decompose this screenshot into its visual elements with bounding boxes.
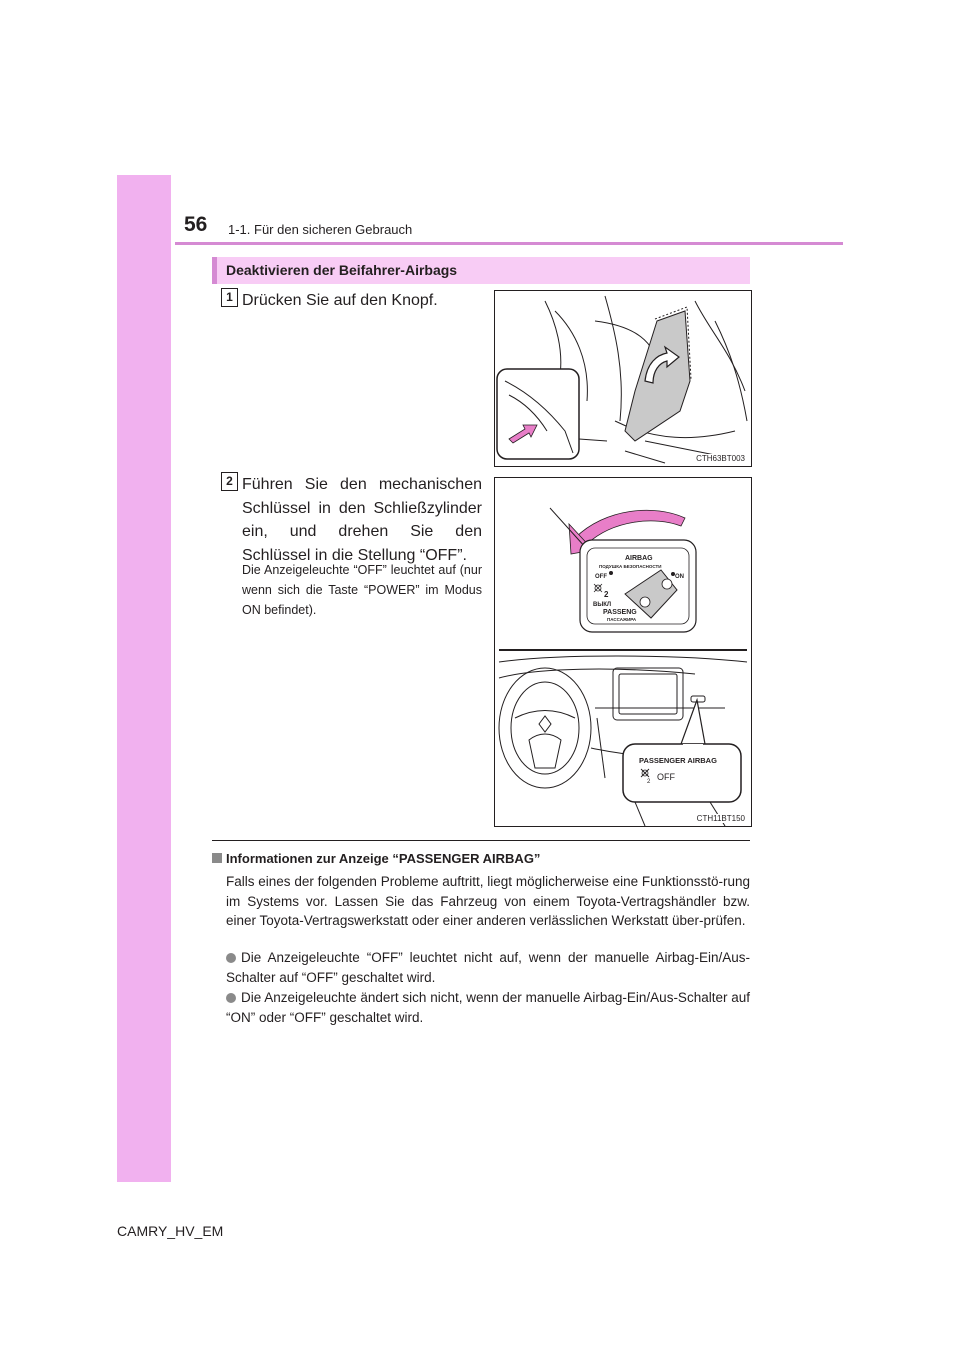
switch-label-ru-bottom: ПАССАЖИРА bbox=[607, 617, 637, 622]
switch-label-vykl: ВЫКЛ bbox=[593, 602, 612, 608]
info-body: Falls eines der folgenden Probleme auftritt, liegt möglicherweise eine Funktionsstö-rung im Systems vor. Lassen Sie das Fahrzeug von einem Toyota-Vertragshändler bzw. einer Toyota-Vertragswerkstatt oder einer anderen verlässlichen Werkstatt über-prüfen. bbox=[226, 874, 750, 928]
step-2-text: Führen Sie den mechanischen Schlüssel in den Schließzylinder ein, und drehen Sie den Schlüssel in die Stellung “OFF”. bbox=[242, 476, 482, 564]
turn-arrow-icon bbox=[575, 510, 685, 544]
figure-code: CTH63BT003 bbox=[696, 454, 745, 463]
section-heading-bar bbox=[212, 257, 750, 284]
info-heading-text: Informationen zur Anzeige “PASSENGER AIRBAG” bbox=[226, 851, 541, 866]
svg-text:2: 2 bbox=[647, 779, 651, 785]
seat-console-illustration bbox=[495, 291, 751, 466]
section-accent bbox=[212, 257, 217, 284]
indicator-callout bbox=[623, 744, 741, 802]
switch-label-ru-top: ПОДУШКА БЕЗОПАСНОСТИ bbox=[599, 564, 662, 569]
footer-model-code: CAMRY_HV_EM bbox=[117, 1223, 224, 1239]
switch-label-on: ON bbox=[675, 574, 684, 580]
figure-press-button bbox=[494, 290, 752, 467]
airbag-switch-illustration bbox=[495, 478, 751, 826]
indicator-label: PASSENGER AIRBAG bbox=[639, 756, 717, 765]
switch-label-number: 2 bbox=[604, 590, 609, 599]
page-number: 56 bbox=[184, 213, 208, 236]
circle-bullet-icon bbox=[226, 993, 236, 1003]
step-1-text: Drücken Sie auf den Knopf. bbox=[242, 292, 438, 309]
chapter-sidebar-tab bbox=[117, 175, 171, 1182]
list-item bbox=[226, 988, 750, 1027]
detail-callout bbox=[497, 369, 579, 459]
airbag-off-symbol-icon bbox=[594, 584, 602, 592]
square-bullet-icon bbox=[212, 853, 222, 863]
switch-label-off: OFF bbox=[595, 574, 607, 580]
step-2-note: Die Anzeigeleuchte “OFF” leuchtet auf (nur wenn sich die Taste “POWER” im Modus ON befindet). bbox=[242, 563, 482, 617]
switch-label-passenger: PASSENG bbox=[603, 609, 637, 616]
separator-rule bbox=[212, 840, 750, 841]
section-title: Deaktivieren der Beifahrer-Airbags bbox=[226, 262, 458, 278]
console-lid bbox=[625, 307, 691, 441]
step-1-badge: 1 bbox=[221, 288, 238, 307]
airbag-switch-plate bbox=[580, 540, 696, 632]
header-rule bbox=[175, 242, 843, 245]
switch-label-airbag: AIRBAG bbox=[625, 555, 653, 562]
list-item bbox=[226, 948, 750, 987]
list-item-text: Die Anzeigeleuchte ändert sich nicht, wenn der manuelle Airbag-Ein/Aus-Schalter auf “ON” oder “OFF” geschaltet wird. bbox=[226, 990, 750, 1025]
circle-bullet-icon bbox=[226, 953, 236, 963]
figure-code: CTH11BT150 bbox=[696, 814, 745, 823]
indicator-state: OFF bbox=[657, 772, 675, 782]
info-heading bbox=[212, 851, 540, 866]
step-2-badge: 2 bbox=[221, 472, 238, 491]
running-header: 1-1. Für den sicheren Gebrauch bbox=[228, 222, 413, 237]
list-item-text: Die Anzeigeleuchte “OFF” leuchtet nicht auf, wenn der manuelle Airbag-Ein/Aus-Schalter auf “OFF” geschaltet wird. bbox=[226, 950, 750, 985]
figure-key-switch bbox=[494, 477, 752, 827]
